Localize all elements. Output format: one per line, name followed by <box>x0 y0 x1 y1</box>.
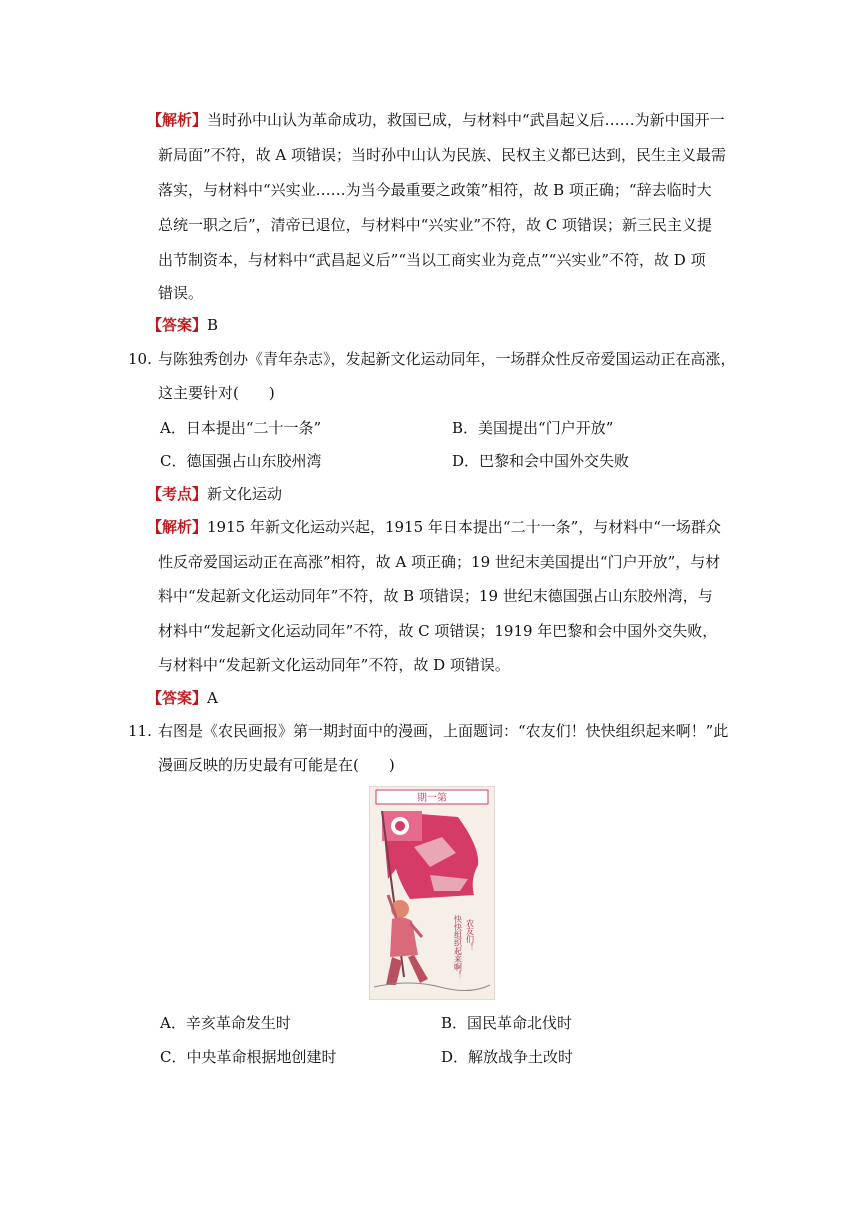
q10-analysis-line-5: 与材料中“发起新文化运动同年”不符，故 D 项错误。 <box>158 656 510 674</box>
figure-caption-col2: 快快组织起来啊！ <box>453 915 463 979</box>
q10-analysis-line-1: 【解析】1915 年新文化运动兴起，1915 年日本提出“二十一条”，与材料中“一场群众 <box>147 518 721 536</box>
cartoon-illustration <box>370 787 494 999</box>
q10-analysis-line-3: 料中“发起新文化运动同年”不符，故 B 项错误；19 世纪末德国强占山东胶州湾，与 <box>158 587 713 605</box>
q11-cartoon-figure <box>369 786 495 1000</box>
figure-caption-col1: 农友们！ <box>465 919 475 951</box>
q11-option-d[interactable]: D．解放战争土改时 <box>441 1048 574 1066</box>
q11-stem-line-2: 漫画反映的历史最有可能是在( ) <box>158 756 395 774</box>
q11-number: 11. <box>128 722 152 740</box>
q9-analysis-line-5: 出节制资本，与材料中“武昌起义后”“当以工商实业为竞点”“兴实业”不符，故 D 项 <box>158 251 706 269</box>
q10-answer <box>147 688 218 708</box>
q11-stem-line-1: 右图是《农民画报》第一期封面中的漫画，上面题词：“农友们！快快组织起来啊！”此 <box>158 722 729 740</box>
q9-answer <box>147 315 218 335</box>
q10-option-b[interactable]: B．美国提出“门户开放” <box>452 419 614 437</box>
q10-point-tag: 【考点】 <box>147 485 208 503</box>
q10-answer-value: A <box>207 689 218 707</box>
q9-analysis-line-3: 落实，与材料中“兴实业……为当今最重要之政策”相符，故 B 项正确；“辞去临时大 <box>158 181 712 199</box>
q10-option-a[interactable]: A．日本提出“二十一条” <box>160 419 322 437</box>
q11-option-c[interactable]: C．中央革命根据地创建时 <box>160 1048 337 1066</box>
q11-option-b[interactable]: B．国民革命北伐时 <box>441 1014 573 1032</box>
q9-analysis-line-1: 【解析】当时孙中山认为革命成功，救国已成，与材料中“武昌起义后……为新中国开一 <box>147 111 725 129</box>
q10-point: 【考点】新文化运动 <box>147 485 283 503</box>
q9-analysis-tag: 【解析】 <box>147 111 208 129</box>
figure-header: 期一第 <box>417 793 447 804</box>
q10-answer-tag: 【答案】 <box>147 689 208 707</box>
q10-stem-line-1: 与陈独秀创办《青年杂志》，发起新文化运动同年，一场群众性反帝爱国运动正在高涨， <box>158 350 736 368</box>
q9-answer-tag: 【答案】 <box>147 316 208 334</box>
q9-analysis-line-6: 错误。 <box>158 284 204 302</box>
q9-analysis-line-4: 总统一职之后”，清帝已退位，与材料中“兴实业”不符，故 C 项错误；新三民主义提 <box>158 216 713 234</box>
q11-option-a[interactable]: A．辛亥革命发生时 <box>160 1014 291 1032</box>
q10-analysis-tag: 【解析】 <box>147 518 208 536</box>
q10-option-c[interactable]: C．德国强占山东胶州湾 <box>160 452 322 470</box>
q9-analysis-line-2: 新局面”不符，故 A 项错误；当时孙中山认为民族、民权主义都已达到，民生主义最需 <box>158 146 727 164</box>
q10-number: 10. <box>128 350 152 368</box>
q9-answer-value: B <box>207 316 219 334</box>
q10-option-d[interactable]: D．巴黎和会中国外交失败 <box>452 452 630 470</box>
q10-analysis-line-2: 性反帝爱国运动正在高涨”相符，故 A 项正确；19 世纪末美国提出“门户开放”，与材 <box>158 553 721 571</box>
q10-analysis-line-4: 材料中“发起新文化运动同年”不符，故 C 项错误；1919 年巴黎和会中国外交失败， <box>158 622 718 640</box>
q10-stem-line-2: 这主要针对( ) <box>158 384 275 402</box>
